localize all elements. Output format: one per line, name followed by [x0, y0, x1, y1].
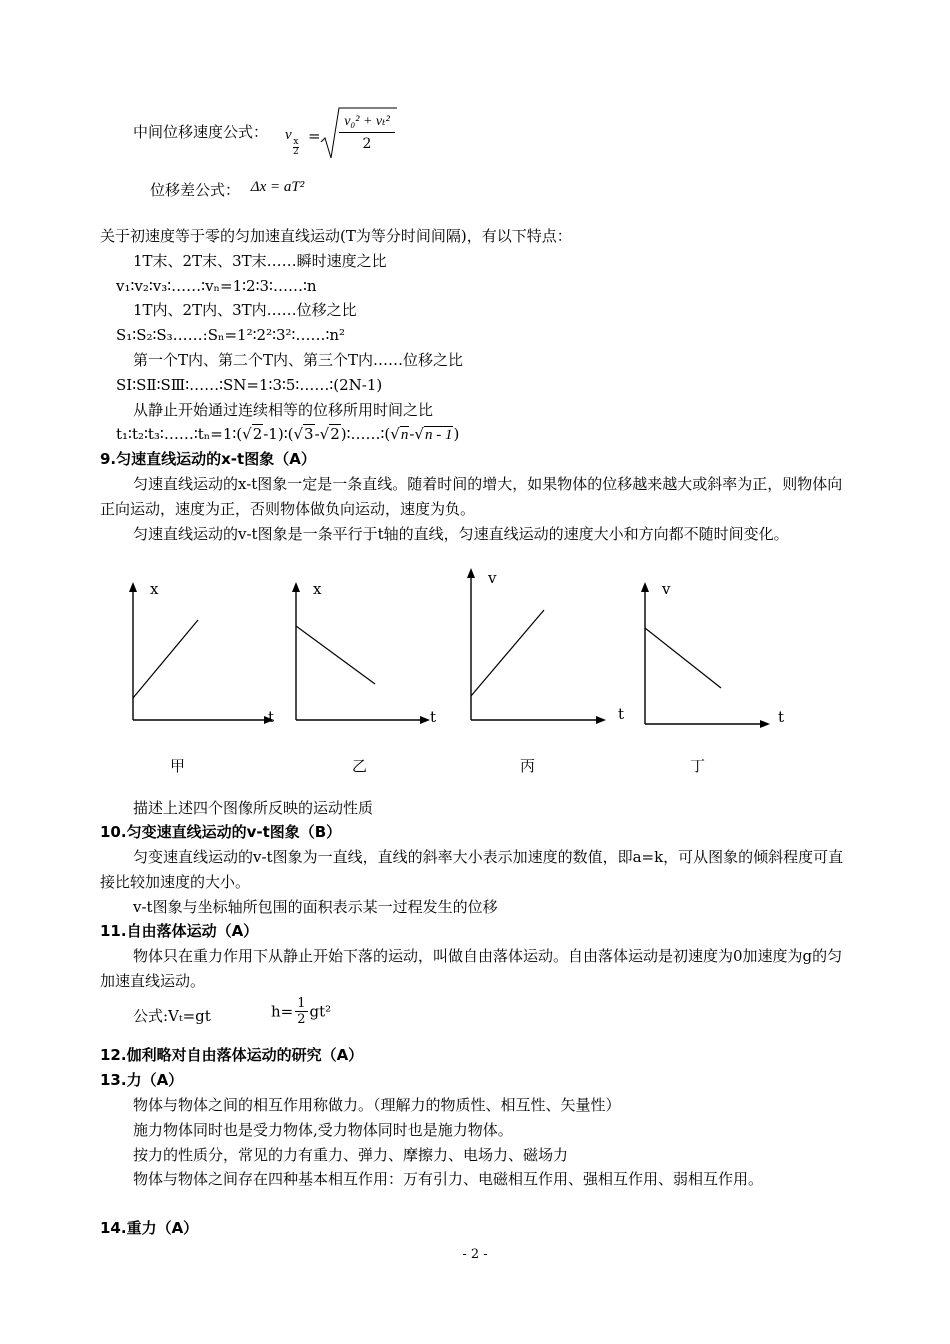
- feature-line: 1T末、2T末、3T末……瞬时速度之比: [133, 252, 387, 270]
- free-fall-velocity: 公式:Vₜ=gt: [133, 1007, 211, 1025]
- section-14-heading: 14.重力（A）: [100, 1219, 199, 1237]
- graph-y-label: x: [313, 580, 322, 598]
- section-9-heading: 9.匀速直线运动的x-t图象（A）: [100, 450, 316, 468]
- feature-line: SⅠ∶SⅡ∶SⅢ∶……∶SN=1∶3∶5∶……∶(2N-1): [116, 376, 383, 394]
- graph-x-label: t: [778, 708, 785, 726]
- graph-y-label: v: [488, 569, 497, 587]
- graph-jia: [118, 580, 278, 730]
- mid-velocity-lhs: v x 2: [285, 127, 299, 157]
- section-12-heading: 12.伽利略对自由落体运动的研究（A）: [100, 1046, 364, 1064]
- section-9-paragraph-2: 匀速直线运动的v-t图象是一条平行于t轴的直线，匀速直线运动的速度大小和方向都不随时间变化。: [133, 525, 789, 543]
- section-11-heading: 11.自由落体运动（A）: [100, 922, 259, 940]
- section-13-line: 按力的性质分，常见的力有重力、弹力、摩擦力、电场力、磁场力: [133, 1146, 569, 1164]
- graph-caption: 丙: [520, 757, 536, 775]
- feature-line: 1T内、2T内、3T内……位移之比: [133, 301, 357, 319]
- graph-line: [133, 620, 198, 698]
- graph-x-label: t: [268, 708, 275, 726]
- graph-y-label: x: [150, 580, 159, 598]
- graph-caption: 甲: [170, 757, 186, 775]
- section-10-paragraph-1: 匀变速直线运动的v-t图象为一直线，直线的斜率大小表示加速度的数值，即a=k，可从图象的倾斜程度可直接比较加速度的大小。: [100, 848, 844, 891]
- displacement-difference-expr: Δx = aT²: [250, 179, 305, 195]
- graphs-note: 描述上述四个图像所反映的运动性质: [133, 799, 374, 817]
- graph-caption: 乙: [352, 757, 368, 775]
- graph-caption: 丁: [690, 757, 706, 775]
- free-fall-height: h= $\frac{1}{2}$ gt²: [271, 996, 332, 1027]
- graph-x-label: t: [430, 708, 437, 726]
- graph-line: [296, 626, 375, 684]
- section-13-line: 施力物体同时也是受力物体,受力物体同时也是施力物体。: [133, 1121, 513, 1139]
- graph-y-label: v: [662, 580, 671, 598]
- section-9-paragraph-1: 匀速直线运动的x-t图象一定是一条直线。随着时间的增大，如果物体的位移越来越大或斜率为正，则物体向正向运动，速度为正，否则物体做负向运动，速度为负。: [100, 475, 843, 518]
- feature-line: S₁∶S₂∶S₃……:Sₙ=1²∶2²∶3²∶……∶n²: [116, 326, 346, 344]
- graph-ding: [630, 580, 800, 730]
- intro-text: 关于初速度等于零的匀加速直线运动(T为等分时间间隔)，有以下特点：: [100, 227, 572, 245]
- displacement-difference-label: 位移差公式：: [150, 181, 241, 199]
- document-page: 中间位移速度公式： v x 2 = v₀² + vₜ² 2 位移差公式： Δx = aT² 关于初速度等于零的匀加速直线运动(T为等分时间间隔)，有以下特点： 1T末、2T末、3T末……瞬时速度之比 v₁∶v₂∶v₃∶……∶vₙ=1∶2∶3∶……∶n 1T内、2T内、3T内……位移之比 S₁∶S₂∶S₃……:Sₙ=1²∶2²∶3²∶……∶n² 第一个T内、第二个T内、第三个T内……位移之比 SⅠ∶SⅡ∶SⅢ∶……∶SN=1∶3∶5∶……∶(2N-1) 从静止开始通过连续相等的位移所用时间之比 t₁∶t₂∶t₃∶……∶tₙ=1∶(√2-1)∶(√3-√2)∶……∶(√n-√n - 1) 9.匀速直线运动的x-t图象（A） 匀速直线运动的x-t图象一定是一条直线。随着时间的增大，如果物体的位移越来越大或斜率为正，则物体向正向运动，速度为正，否则物体做负向运动，速度为负。 匀速直线运动的v-t图象是一条平行于t轴的直线，匀速直线运动的速度大小和方向都不随时间变化。 x t 甲 x t 乙 v t 丙 v t 丁 描述上述四个图像所反映的运动性质 10.匀变速直线运动的v-t图象（B） 匀变速直线运动的v-t图象为一直线，直线的斜率大小表示加速度的数值，即a=k，可从图象的倾斜程度可直接比较加速度的大小。 v-t图象与坐标轴所包围的面积表示某一过程发生的位移 11.自由落体运动（A） 物体只在重力作用下从静止开始下落的运动，叫做自由落体运动。自由落体运动是初速度为0加速度为g的匀加速直线运动。 公式:Vₜ=gt h= $\frac{1}{2}$ gt² 12.伽利略对自由落体运动的研究（A） 13.力（A） 物体与物体之间的相互作用称做力。（理解力的物质性、相互性、矢量性） 施力物体同时也是受力物体,受力物体同时也是施力物体。 按力的性质分，常见的力有重力、弹力、摩擦力、电场力、磁场力 物体与物体之间存在四种基本相互作用：万有引力、电磁相互作用、强相互作用、弱相互作用。 14.重力（A） - 2 -: [0, 0, 950, 1344]
- section-11-paragraph-1: 物体只在重力作用下从静止开始下落的运动，叫做自由落体运动。自由落体运动是初速度为0加速度为g的匀加速直线运动。: [100, 947, 843, 990]
- graph-x-label: t: [618, 705, 625, 723]
- graph-line: [645, 628, 721, 688]
- page-number: - 2 -: [462, 1247, 488, 1262]
- graph-yi: [282, 580, 442, 730]
- section-10-heading: 10.匀变速直线运动的v-t图象（B）: [100, 823, 342, 841]
- mid-velocity-fraction: v₀² + vₜ² 2: [339, 112, 395, 155]
- graph-line: [471, 610, 544, 696]
- section-13-line: 物体与物体之间存在四种基本相互作用：万有引力、电磁相互作用、强相互作用、弱相互作用。: [133, 1170, 764, 1188]
- section-13-heading: 13.力（A）: [100, 1071, 184, 1089]
- feature-line: 从静止开始通过连续相等的位移所用时间之比: [133, 401, 434, 419]
- time-ratio-line: t₁∶t₂∶t₃∶……∶tₙ=1∶(√2-1)∶(√3-√2)∶……∶(√n-√n - 1): [116, 425, 460, 443]
- displacement-difference-formula: [150, 180, 304, 201]
- graph-bing: [456, 566, 616, 726]
- section-13-line: 物体与物体之间的相互作用称做力。（理解力的物质性、相互性、矢量性）: [133, 1096, 621, 1114]
- section-10-paragraph-2: v-t图象与坐标轴所包围的面积表示某一过程发生的位移: [133, 898, 498, 916]
- feature-line: v₁∶v₂∶v₃∶……∶vₙ=1∶2∶3∶……∶n: [116, 277, 317, 295]
- mid-velocity-label: 中间位移速度公式：: [133, 123, 269, 141]
- feature-line: 第一个T内、第二个T内、第三个T内……位移之比: [133, 351, 464, 369]
